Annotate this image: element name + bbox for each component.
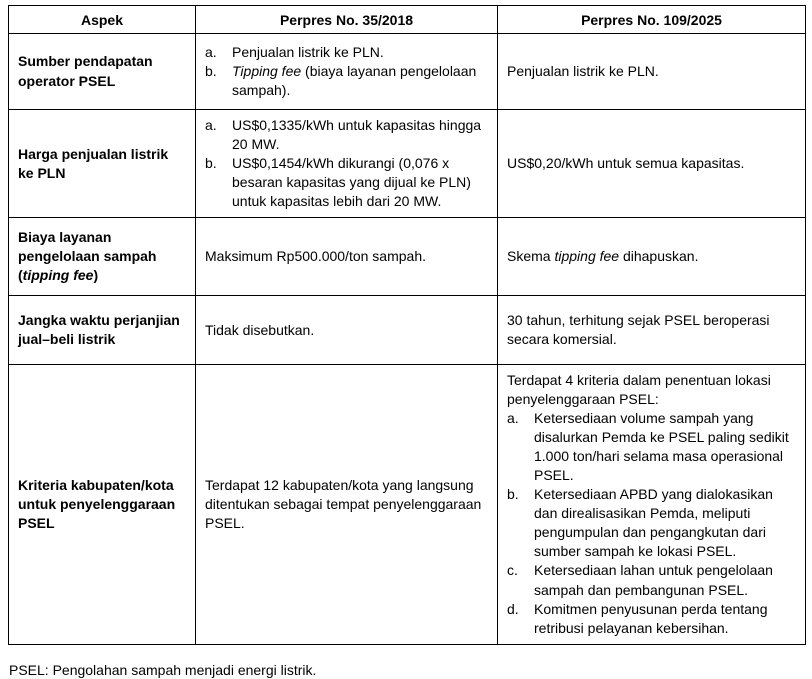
aspect-cell [9,110,196,218]
list-item-text [232,43,488,62]
list-item [205,154,488,211]
paragraph [507,154,796,173]
table-row-biaya-layanan [9,218,806,296]
perpres-2025-cell [498,34,806,110]
footnote-psel-definition: PSEL: Pengolahan sampah menjadi energi listrik. [9,661,317,678]
list-marker: b. [205,62,217,79]
list-item-text [534,600,796,638]
text-segment: Terdapat 12 kabupaten/kota yang langsung ditentukan sebagai tempat penyelenggaraan PSEL. [205,476,482,531]
text-segment: US$0,1454/kWh dikurangi (0,076 x besaran kapasitas yang dijual ke PLN) untuk kapasitas lebih dari 20 MW. [232,155,471,210]
list-marker: a. [205,43,217,60]
text-segment: Biaya layanan pengelolaan sampah ( [18,229,157,284]
text-segment: (biaya layanan pengelolaan sampah). [232,62,477,99]
list-item [205,62,488,100]
paragraph [205,247,488,266]
aspect-cell [9,34,196,110]
list-marker: a. [205,117,217,133]
paragraph [507,311,796,349]
paragraph [18,52,186,90]
perpres-2018-cell [196,218,498,296]
list-item [205,116,488,154]
table-row-kriteria-kabupaten [9,365,806,644]
text-segment: Sumber pendapatan operator PSEL [18,53,153,89]
text-segment: tipping fee [554,248,620,265]
aspect-cell [9,296,196,365]
list-item [507,561,796,599]
text-segment: Terdapat 4 kriteria dalam penentuan lokasi penyelenggaraan PSEL: [507,372,771,408]
list-item [507,409,796,485]
column-header-perpres-109-2025: Perpres No. 109/2025 [498,6,806,34]
list-marker: a. [507,410,519,427]
paragraph [507,371,796,409]
list-item-text [232,62,488,100]
column-header-aspek: Aspek [9,6,196,34]
paragraph [507,62,796,81]
perpres-2025-cell [498,365,806,644]
text-segment: Penjualan listrik ke PLN. [232,43,384,60]
table-header-row [9,6,806,34]
text-segment: Komitmen penyusunan perda tentang retribusi pelayanan kebersihan. [534,600,768,636]
aspect-cell [9,365,196,644]
paragraph [18,228,186,285]
paragraph [18,476,186,533]
text-segment: Tidak disebutkan. [205,321,315,338]
list-item [507,600,796,638]
text-segment: Ketersediaan lahan untuk pengelolaan sampah dan pembangunan PSEL. [534,562,773,598]
text-segment: US$0,1335/kWh untuk kapasitas hingga 20 MW. [232,117,482,153]
text-segment: Ketersediaan volume sampah yang disalurkan Pemda ke PSEL paling sedikit 1.000 ton/hari selama masa operasional PSEL. [534,410,789,484]
list-marker: c. [507,562,518,579]
paragraph [507,247,796,266]
list-item-text [534,409,796,485]
perpres-2025-cell [498,110,806,218]
table-row-sumber-pendapatan [9,34,806,110]
text-segment: tipping fee [22,267,94,284]
text-segment: 30 tahun, terhitung sejak PSEL beroperasi secara komersial. [507,312,770,348]
list-item-text [232,154,488,211]
perpres-comparison-table [8,5,806,645]
list-item [205,43,488,62]
list-marker: d. [507,600,519,617]
paragraph [205,476,488,533]
text-segment: Maksimum Rp500.000/ton sampah. [205,248,426,265]
perpres-2018-cell [196,110,498,218]
text-segment: dihapuskan. [619,248,699,265]
aspect-cell [9,218,196,296]
text-segment: Harga penjualan listrik ke PLN [18,145,169,181]
table-row-jangka-waktu [9,296,806,365]
text-segment: Kriteria kabupaten/kota untuk penyelenggaraan PSEL [18,476,176,531]
paragraph [18,145,186,183]
perpres-2018-cell [196,296,498,365]
text-segment: Tipping fee [232,62,302,79]
text-segment: Ketersediaan APBD yang dialokasikan dan direalisasikan Pemda, meliputi pengumpulan dan pengangkutan dari sumber sampah ke lokasi PSEL. [534,486,773,560]
list-marker: b. [205,155,217,172]
list-item-text [534,485,796,561]
perpres-2025-cell [498,296,806,365]
text-segment: US$0,20/kWh untuk semua kapasitas. [507,155,745,172]
table-row-harga-penjualan [9,110,806,218]
text-segment: ) [93,267,99,284]
perpres-2018-cell [196,365,498,644]
paragraph [205,321,488,340]
text-segment: Jangka waktu perjanjian jual–beli listrik [18,312,180,348]
list-item-text [534,561,796,599]
perpres-2025-cell [498,218,806,296]
text-segment: Penjualan listrik ke PLN. [507,62,659,79]
list-item-text [232,116,488,154]
paragraph [18,311,186,349]
perpres-2018-cell [196,34,498,110]
list-marker: b. [507,486,519,503]
column-header-perpres-35-2018: Perpres No. 35/2018 [196,6,498,34]
text-segment: Skema [507,248,555,265]
list-item [507,485,796,561]
